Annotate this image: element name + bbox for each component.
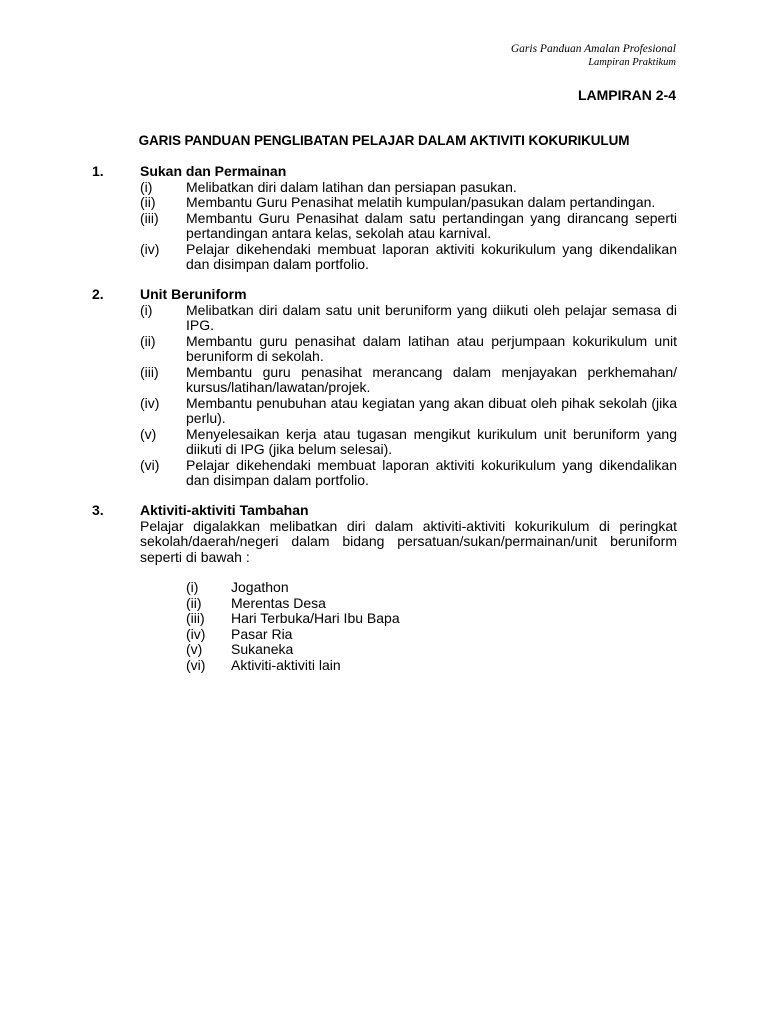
section-sukan-dan-permainan [92, 164, 677, 273]
item-numeral: (iii) [140, 363, 159, 380]
item-text: Jogathon [231, 579, 289, 595]
item-numeral: (vi) [140, 456, 160, 473]
item-numeral: (iii) [140, 209, 159, 226]
item-numeral: (ii) [140, 194, 156, 210]
section-intro: Pelajar digalakkan melibatkan diri dalam aktiviti-aktiviti kokurikulum di peringkat sekolah/daerah/negeri dalam bidang persatuan/sukan/permainan/unit beruniform seperti di bawah : [140, 517, 677, 565]
item-text: Menyelesaikan kerja atau tugasan mengikut kurikulum unit beruniform yang diikuti di IPG (jika belum selesai). [186, 425, 677, 457]
header-line-1: Garis Panduan Amalan Profesional [510, 43, 676, 55]
item-text: Membantu guru penasihat dalam latihan atau perjumpaan kokurikulum unit beruniform di sekolah. [186, 332, 677, 364]
item-text: Aktiviti-aktiviti lain [231, 656, 341, 673]
running-header [511, 42, 676, 69]
list-item [186, 596, 677, 612]
list-item [140, 334, 677, 365]
list-item [186, 627, 677, 643]
item-text: Membantu Guru Penasihat melatih kumpulan/pasukan dalam pertandingan. [186, 194, 656, 210]
list-item [140, 195, 677, 211]
item-text: Melibatkan diri dalam latihan dan persiapan pasukan. [186, 178, 517, 195]
item-text: Pelajar dikehendaki membuat laporan aktiviti kokurikulum yang dikendalikan dan disimpan dalam portfolio. [186, 240, 677, 272]
section-number: 3. [92, 502, 104, 518]
item-text: Melibatkan diri dalam satu unit beruniform yang diikuti oleh pelajar semasa di IPG. [186, 301, 677, 333]
item-numeral: (v) [140, 425, 157, 442]
item-numeral: (v) [186, 641, 203, 657]
item-numeral: (iv) [140, 394, 160, 411]
activity-list [186, 580, 677, 673]
section-title: Aktiviti-aktiviti Tambahan [140, 502, 309, 518]
item-numeral: (i) [186, 579, 199, 595]
item-numeral: (vi) [186, 656, 206, 673]
header-line-2: Lampiran Praktikum [588, 57, 676, 68]
section-title: Unit Beruniform [140, 286, 247, 302]
item-text: Pelajar dikehendaki membuat laporan aktiviti kokurikulum yang dikendalikan dan disimpan dalam portfolio. [186, 456, 677, 488]
document-title: GARIS PANDUAN PENGLIBATAN PELAJAR DALAM AKTIVITI KOKURIKULUM [138, 133, 630, 148]
list-item [140, 396, 677, 427]
item-numeral: (ii) [186, 594, 202, 611]
item-text: Membantu guru penasihat merancang dalam menjayakan perkhemahan/ kursus/latihan/lawatan/projek. [186, 363, 677, 395]
item-numeral: (i) [140, 178, 153, 195]
section-unit-beruniform [92, 287, 677, 489]
section-number: 1. [92, 163, 104, 179]
section-item-list [92, 303, 677, 489]
section-item-list [92, 180, 677, 273]
list-item [140, 365, 677, 396]
section-aktiviti-tambahan [92, 503, 677, 673]
list-item [186, 580, 677, 596]
item-text: Pasar Ria [231, 625, 293, 642]
list-item [186, 658, 677, 674]
item-text: Sukaneka [231, 641, 294, 657]
list-item [140, 427, 677, 458]
section-number: 2. [92, 286, 104, 302]
list-item [140, 303, 677, 334]
list-item [140, 458, 677, 489]
item-text: Membantu Guru Penasihat dalam satu pertandingan yang dirancang seperti pertandingan antara kelas, sekolah atau karnival. [186, 209, 677, 241]
item-text: Membantu penubuhan atau kegiatan yang akan dibuat oleh pihak sekolah (jika perlu). [186, 394, 677, 426]
list-item [140, 180, 677, 196]
list-item [140, 242, 677, 273]
appendix-label: LAMPIRAN 2-4 [577, 87, 676, 103]
list-item [140, 211, 677, 242]
section-title: Sukan dan Permainan [140, 163, 287, 179]
list-item [186, 611, 677, 627]
item-numeral: (iv) [140, 240, 160, 257]
item-text: Merentas Desa [231, 594, 326, 611]
item-text: Hari Terbuka/Hari Ibu Bapa [231, 610, 400, 626]
item-numeral: (iii) [186, 610, 205, 626]
list-item [186, 642, 677, 658]
item-numeral: (iv) [186, 625, 206, 642]
item-numeral: (ii) [140, 332, 156, 349]
item-numeral: (i) [140, 301, 153, 318]
